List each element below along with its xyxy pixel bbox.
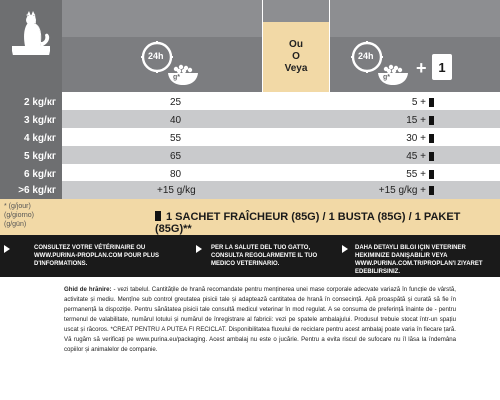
header-divider-left <box>262 0 263 92</box>
sachet-band <box>0 199 500 235</box>
dry-food-icon-group <box>140 40 210 90</box>
gram-label-mixed: g* <box>383 74 390 81</box>
unit-it: (g/giorno) <box>4 212 34 219</box>
sachet-mini-icon <box>429 134 434 143</box>
dry-value: 40 <box>170 115 182 126</box>
mixed-value: +15 g/kg + <box>378 184 426 196</box>
weight-cell: 5 kg/кг <box>0 146 62 167</box>
sachet-mini-icon <box>155 211 161 221</box>
weight-cell: 4 kg/кг <box>0 128 62 149</box>
gram-label: g* <box>173 74 180 81</box>
mixed-feeding-icon-group <box>350 40 470 90</box>
dry-value: 80 <box>170 169 182 180</box>
plus-icon: + <box>416 58 427 78</box>
sachet-icon <box>432 54 452 80</box>
dry-value: 65 <box>170 151 182 162</box>
vet-advice-it: PER LA SALUTE DEL TUO GATTO, CONSULTA REGOLARMENTE IL TUO MEDICO VETERINARIO. <box>211 245 318 267</box>
dry-value: 55 <box>170 133 182 144</box>
feeding-guide-text <box>64 285 456 355</box>
cat-on-scale-cell <box>0 37 62 92</box>
clock-24h-label-mixed: 24h <box>358 51 374 61</box>
sachet-mini-icon <box>429 186 434 195</box>
sachet-count: 1 <box>438 59 446 75</box>
weight-cell: 2 kg/кг <box>0 92 62 113</box>
mixed-cell <box>329 181 500 199</box>
or-label-cell <box>263 22 329 92</box>
arrow-right-icon <box>342 245 348 253</box>
weight-cell: 3 kg/кг <box>0 110 62 131</box>
sachet-mini-icon <box>429 116 434 125</box>
mixed-value: 30 + <box>406 133 426 144</box>
mixed-value: 5 + <box>411 97 426 108</box>
sachet-text-row <box>155 211 500 235</box>
arrow-right-icon <box>4 245 10 253</box>
weight-cell: >6 kg/кг <box>0 181 62 199</box>
header-or-top <box>263 0 329 22</box>
mixed-value: 55 + <box>406 169 426 180</box>
sachet-mini-icon <box>429 98 434 107</box>
or-label-it: O <box>292 51 300 62</box>
mixed-value: 45 + <box>406 151 426 162</box>
units-legend <box>4 202 34 229</box>
mixed-value: 15 + <box>406 115 426 126</box>
weight-cell: 6 kg/кг <box>0 164 62 185</box>
food-bowl-icon-mixed <box>374 62 412 88</box>
dry-cell <box>62 181 329 199</box>
unit-tr: (g/gün) <box>4 221 27 228</box>
feeding-guide-lead: Ghid de hrănire: <box>64 286 112 293</box>
food-bowl-icon <box>164 62 202 88</box>
clock-24h-label: 24h <box>148 51 164 61</box>
arrow-right-icon <box>196 245 202 253</box>
or-label-fr: Ou <box>289 39 303 50</box>
table-row <box>0 181 500 199</box>
header-divider-right <box>329 0 330 92</box>
or-label-tr: Veya <box>284 63 308 74</box>
feeding-table-header <box>0 0 500 92</box>
sachet-mini-icon <box>429 170 434 179</box>
vet-advice-strip <box>0 235 500 277</box>
cat-on-scale-icon <box>0 0 62 55</box>
sachet-mini-icon <box>429 152 434 161</box>
vet-advice-tr: DAHA DETAYLI BILGI IÇIN VETERINER HEKIMINIZE DANIŞABILIR VEYA WWW.PURINA.COM.TR/PROPLAN'I ZIYARET EDEBILIRSINIZ. <box>355 245 483 275</box>
sachet-text: 1 SACHET FRAÎCHEUR (85G) / 1 BUSTA (85G) / 1 PAKET (85G)** <box>155 211 461 235</box>
unit-fr: * (g/jour) <box>4 203 31 210</box>
dry-value: +15 g/kg <box>157 184 196 196</box>
dry-value: 25 <box>170 97 182 108</box>
feeding-guide-body: - vezi tabelul. Cantitățile de hrană recomandate pentru menținerea unei mase corporale adecvate variază în funcție de vârstă, activitate și mediu. Mențîne sub control greutatea pisicii tale și adaptează cantitatea de hrană în consecință. Apă proaspătă și curată să fie în permanență la dispoziție. Pentru sănătatea pisicii tale consultă medicul veterinar în mod regulat. A se consuma de preferință înainte de - pentru termenul de valabilitate, numărul lotului și numărul de înregistrare al fabricii: vezi pe spatele ambalajului. Produsul trebuie stocat într-un spațiu uscat și răcoros. *CREAT PENTRU A PUTEA FI RECICLAT. Disponibilitatea fluxului de reciclare pentru acest ambalaj poate varia în fiecare țară. Vă rugăm să verificați pe www.purina.eu/packaging. Acest ambalaj nu este o jucărie. Pentru a evita riscul de sufocare nu îl lăsa la îndemâna copiilor și animalelor de companie. <box>64 286 456 353</box>
vet-advice-fr: CONSULTEZ VOTRE VÉTÉRINAIRE OU WWW.PURINA-PROPLAN.COM POUR PLUS D'INFORMATIONS. <box>34 245 159 267</box>
